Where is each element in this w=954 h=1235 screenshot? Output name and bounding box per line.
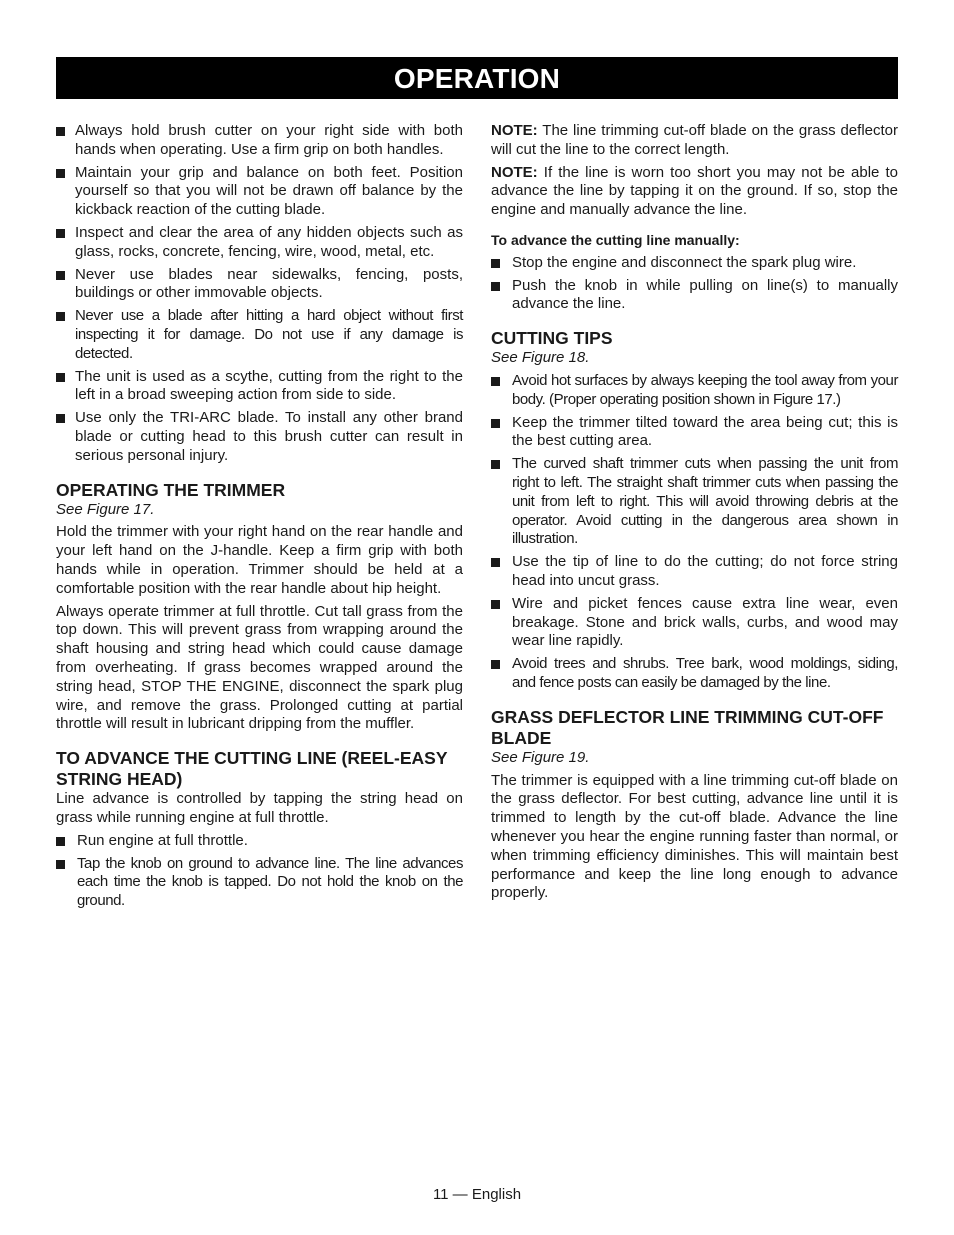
list-item: Maintain your grip and balance on both feet. Position yourself so that you will not be drawn off balance by the kickback reaction of the cutting blade. [56,164,463,220]
square-bullet-icon [491,460,500,469]
safety-bullet-list [56,122,463,466]
paragraph: The trimmer is equipped with a line trimming cut-off blade on the grass deflector. For best cutting, advance line until it is trimmed to length by the cut-off blade. Advance the line whenever you hear the engine running faster than normal, or when trimming efficiency diminishes. This will maintain best performance and keep the line long enough to advance properly. [491,771,898,902]
left-column [56,122,463,915]
list-item: Always hold brush cutter on your right side with both hands when operating. Use a firm grip on both handles. [56,122,463,160]
square-bullet-icon [56,860,65,869]
paragraph: Always operate trimmer at full throttle. Cut tall grass from the top down. This will prevent grass from wrapping around the shaft housing and string head which could cause damage from overheating. If grass becomes wrapped around the string head, STOP THE ENGINE, disconnect the spark plug wire, and remove the grass. Prolonged cutting at partial throttle will result in lubricant dripping from the muffler. [56,602,463,733]
square-bullet-icon [491,282,500,291]
note: NOTE: The line trimming cut-off blade on the grass deflector will cut the line to the correct length. [491,122,898,158]
paragraph: Hold the trimmer with your right hand on the rear handle and your left hand on the J-handle. Keep a firm grip with both hands while in operation. Trimmer should be held at a comfortable position with the rear handle about hip height. [56,523,463,597]
square-bullet-icon [491,660,500,669]
list-item: Never use blades near sidewalks, fencing, posts, buildings or other immovable objects. [56,266,463,304]
figure-reference: See Figure 17. [56,500,155,518]
list-item: Avoid hot surfaces by always keeping the tool away from your body. (Proper operating position shown in Figure 17.) [491,372,898,410]
square-bullet-icon [491,600,500,609]
advance-line-heading: TO ADVANCE THE CUTTING LINE (REEL-EASY STRING HEAD) [56,748,448,790]
right-column [491,122,898,907]
note: NOTE: If the line is worn too short you may not be able to advance the line by tapping it on the ground. If so, stop the engine and manually advance the line. [491,163,898,219]
manual-advance-subheading: To advance the cutting line manually: [491,231,740,248]
operating-trimmer-heading: OPERATING THE TRIMMER [56,479,286,500]
list-item: The curved shaft trimmer cuts when passing the unit from right to left. The straight shaft trimmer cuts when passing the unit from left to right. This will avoid throwing debris at the operator. Avoid cutting in the dangerous area shown in illustration. [491,455,898,549]
square-bullet-icon [56,837,65,846]
list-item: Keep the trimmer tilted toward the area being cut; this is the best cutting area. [491,414,898,452]
list-item: Never use a blade after hitting a hard object without first inspecting it for damage. Do not use if any damage is detected. [56,307,463,363]
list-item: Stop the engine and disconnect the spark plug wire. [491,254,898,273]
list-item: Wire and picket fences cause extra line wear, even breakage. Stone and brick walls, curbs, and wood may wear line rapidly. [491,595,898,651]
square-bullet-icon [56,414,65,423]
paragraph: Line advance is controlled by tapping the string head on grass while running engine at full throttle. [56,790,463,826]
square-bullet-icon [491,419,500,428]
square-bullet-icon [56,373,65,382]
manual-advance-list [491,254,898,314]
list-item: Inspect and clear the area of any hidden objects such as glass, rocks, concrete, fencing, wire, wood, metal, etc. [56,224,463,262]
page-footer: 11 — English [432,1186,522,1203]
list-item: The unit is used as a scythe, cutting from the right to the left in a broad sweeping action from side to side. [56,368,463,406]
grass-deflector-heading: GRASS DEFLECTOR LINE TRIMMING CUT-OFF BLADE [491,706,884,748]
square-bullet-icon [56,169,65,178]
square-bullet-icon [491,259,500,268]
square-bullet-icon [56,312,65,321]
list-item: Use the tip of line to do the cutting; do not force string head into uncut grass. [491,553,898,591]
cutting-tips-heading: CUTTING TIPS [491,328,613,349]
figure-reference: See Figure 19. [491,748,590,766]
advance-bullet-list [56,832,463,911]
cutting-tips-list [491,372,898,693]
list-item: Tap the knob on ground to advance line. The line advances each time the knob is tapped. Do not hold the knob on the ground. [56,855,463,911]
figure-reference: See Figure 18. [491,349,590,367]
square-bullet-icon [491,558,500,567]
square-bullet-icon [56,127,65,136]
list-item: Push the knob in while pulling on line(s) to manually advance the line. [491,277,898,315]
list-item: Use only the TRI-ARC blade. To install any other brand blade or cutting head to this brush cutter can result in serious personal injury. [56,409,463,465]
list-item: Avoid trees and shrubs. Tree bark, wood moldings, siding, and fence posts can easily be damaged by the line. [491,655,898,693]
list-item: Run engine at full throttle. [56,832,463,851]
square-bullet-icon [56,229,65,238]
square-bullet-icon [491,377,500,386]
square-bullet-icon [56,271,65,280]
section-title-banner: OPERATION [56,57,898,99]
